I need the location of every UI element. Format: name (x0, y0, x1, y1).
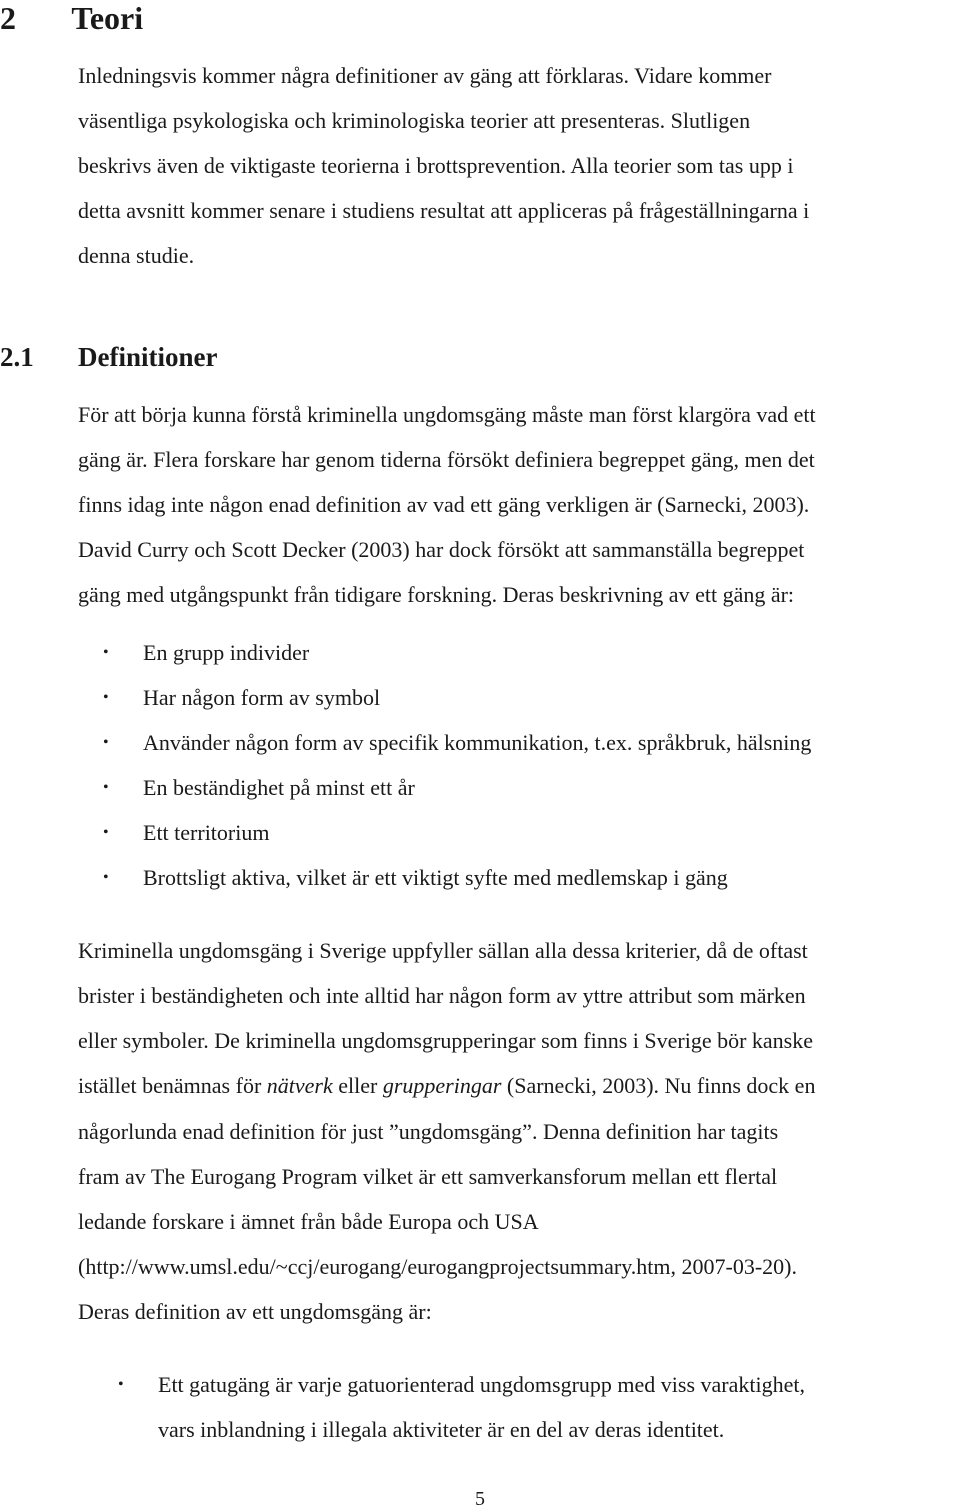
subsection-title: Definitioner (78, 342, 218, 372)
bullet-dot: • (103, 869, 109, 886)
section-title: Teori (71, 0, 144, 36)
bullet-item-5: Ett territorium (143, 820, 270, 845)
after-line-3: eller symboler. De kriminella ungdomsgrupperingar som finns i Sverige bör kanske (78, 1028, 814, 1053)
def-line-3: finns idag inte någon enad definition av vad ett gäng verkligen är (Sarnecki, 2003). (78, 492, 810, 517)
def-line-2: gäng är. Flera forskare har genom tiderna försökt definiera begreppet gäng, men det (78, 447, 815, 472)
def-line-4: David Curry och Scott Decker (2003) har dock försökt att sammanställa begreppet (78, 537, 805, 562)
after-line-4 (78, 1074, 815, 1098)
intro-line-2: väsentliga psykologiska och kriminologiska teorier att presenteras. Slutligen (78, 108, 751, 133)
bullet-item-2: Har någon form av symbol (143, 685, 381, 710)
final-bullet-line-2: vars inblandning i illegala aktiviteter är en del av deras identitet. (158, 1417, 725, 1442)
intro-line-5: denna studie. (78, 243, 195, 268)
final-bullet-dot: • (118, 1376, 124, 1393)
bullet-dot: • (103, 824, 109, 841)
italic-term-grupperingar: grupperingar (382, 1073, 502, 1098)
bullet-item-3: Använder någon form av specifik kommunikation, t.ex. språkbruk, hälsning (143, 730, 812, 755)
section-heading (0, 2, 143, 34)
intro-line-4: detta avsnitt kommer senare i studiens resultat att appliceras på frågeställningarna i (78, 198, 810, 223)
after-line-4-part3: (Sarnecki, 2003). Nu finns dock en (501, 1073, 816, 1098)
section-number: 2 (0, 0, 16, 36)
bullet-item-1: En grupp individer (143, 640, 310, 665)
bullet-item-4: En beständighet på minst ett år (143, 775, 415, 800)
after-line-1: Kriminella ungdomsgäng i Sverige uppfyller sällan alla dessa kriterier, då de oftast (78, 938, 808, 963)
bullet-dot: • (103, 734, 109, 751)
after-line-8: (http://www.umsl.edu/~ccj/eurogang/eurogangprojectsummary.htm, 2007-03-20). (78, 1254, 797, 1279)
subsection-heading (0, 344, 34, 371)
italic-term-natverk: nätverk (266, 1073, 333, 1098)
after-line-4-part1: istället benämnas för (78, 1073, 267, 1098)
subsection-number: 2.1 (0, 342, 34, 372)
after-line-2: brister i beständigheten och inte alltid har någon form av yttre attribut som märken (78, 983, 806, 1008)
bullet-dot: • (103, 779, 109, 796)
def-line-1: För att börja kunna förstå kriminella ungdomsgäng måste man först klargöra vad ett (78, 402, 816, 427)
intro-line-1: Inledningsvis kommer några definitioner av gäng att förklaras. Vidare kommer (78, 63, 772, 88)
page-number: 5 (475, 1488, 485, 1510)
after-line-4-part2: eller (332, 1073, 383, 1098)
after-line-7: ledande forskare i ämnet från både Europa och USA (78, 1209, 539, 1234)
after-line-9: Deras definition av ett ungdomsgäng är: (78, 1299, 432, 1324)
intro-line-3: beskrivs även de viktigaste teorierna i brottsprevention. Alla teorier som tas upp i (78, 153, 794, 178)
after-line-6: fram av The Eurogang Program vilket är ett samverkansforum mellan ett flertal (78, 1164, 778, 1189)
def-line-5: gäng med utgångspunkt från tidigare forskning. Deras beskrivning av ett gäng är: (78, 582, 795, 607)
bullet-dot: • (103, 689, 109, 706)
after-line-5: någorlunda enad definition för just ”ungdomsgäng”. Denna definition har tagits (78, 1119, 779, 1144)
final-bullet-line-1: Ett gatugäng är varje gatuorienterad ungdomsgrupp med viss varaktighet, (158, 1372, 805, 1397)
bullet-item-6: Brottsligt aktiva, vilket är ett viktigt syfte med medlemskap i gäng (143, 865, 728, 890)
bullet-dot: • (103, 644, 109, 661)
